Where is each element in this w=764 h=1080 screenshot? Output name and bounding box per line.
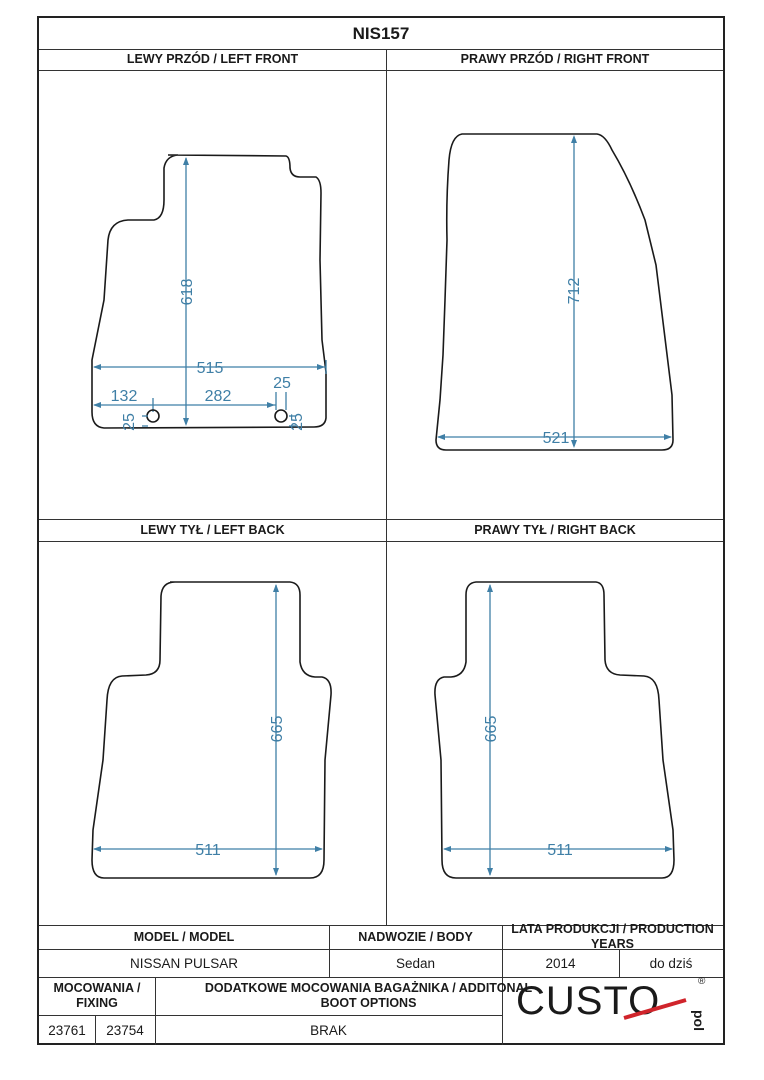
model-value: NISSAN PULSAR xyxy=(129,955,239,971)
dim-rb-width: 511 xyxy=(547,842,573,859)
dim-lb-height: 665 xyxy=(269,715,286,743)
panel-label-right-back: PRAWY TYŁ / RIGHT BACK xyxy=(474,522,636,537)
dim-rf-width: 521 xyxy=(542,430,570,447)
dim-lf-hole-size-right: 25 xyxy=(273,375,291,392)
dim-lf-hole-offset: 132 xyxy=(110,388,138,405)
logo-text-side: pol xyxy=(691,1010,707,1031)
dim-lf-width: 515 xyxy=(196,360,224,377)
dim-lf-hole-gap-left: 25 xyxy=(121,413,138,431)
dim-lf-height: 618 xyxy=(179,278,196,306)
right-back-mat-outline xyxy=(435,582,674,878)
body-value: Sedan xyxy=(395,955,436,971)
boot-options-value: BRAK xyxy=(310,1022,347,1038)
years-label: LATA PRODUKCJI / PRODUCTION YEARS xyxy=(511,922,714,951)
panel-label-left-back: LEWY TYŁ / LEFT BACK xyxy=(140,522,285,537)
year-to: do dziś xyxy=(649,955,693,971)
model-label: MODEL / MODEL xyxy=(133,929,235,944)
panel-label-left-front: LEWY PRZÓD / LEFT FRONT xyxy=(126,52,299,66)
dim-lf-hole-gap-right: 25 xyxy=(289,413,306,431)
custopol-logo xyxy=(480,962,708,1040)
fixing-code-1: 23761 xyxy=(48,1022,86,1038)
fixing-label: MOCOWANIA / FIXING xyxy=(53,981,141,1010)
product-code: NIS157 xyxy=(352,23,410,43)
dim-lf-hole-span: 282 xyxy=(204,388,232,405)
dim-rf-height: 712 xyxy=(566,277,583,305)
year-from: 2014 xyxy=(545,955,576,971)
logo-registered-mark: ® xyxy=(698,976,706,987)
dim-lb-width: 511 xyxy=(195,842,221,859)
logo-text-main: CUSTO xyxy=(516,979,661,1023)
panel-label-right-front: PRAWY PRZÓD / RIGHT FRONT xyxy=(460,52,650,66)
body-label: NADWOZIE / BODY xyxy=(358,929,473,944)
boot-options-label: DODATKOWE MOCOWANIA BAGAŻNIKA / ADDITONAL BOOT OPTIONS xyxy=(204,981,533,1010)
dim-rb-height: 665 xyxy=(483,715,500,743)
fixing-code-2: 23754 xyxy=(106,1022,144,1038)
